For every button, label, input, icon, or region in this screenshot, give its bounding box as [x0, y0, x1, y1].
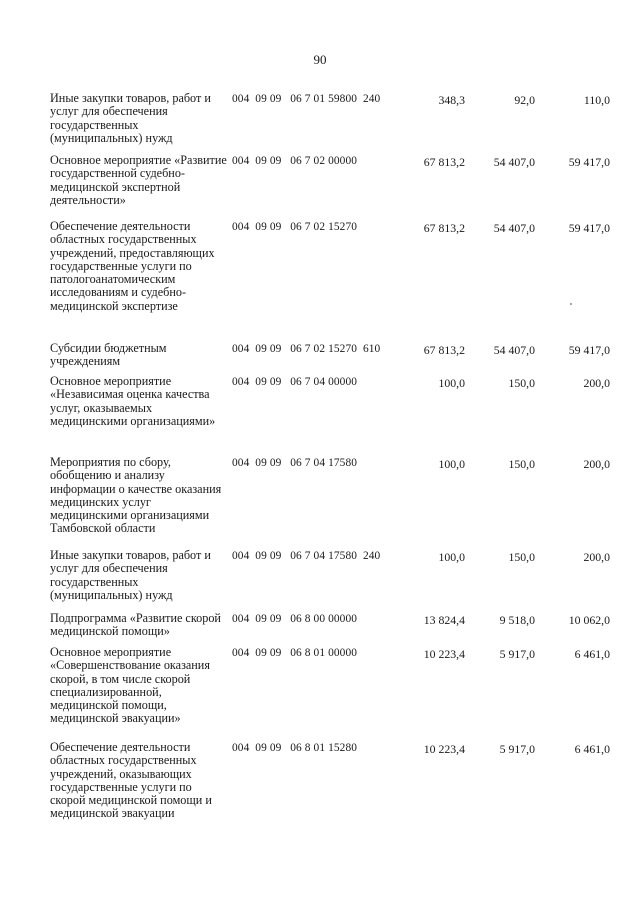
row-value-3: 59 417,0 [568, 343, 610, 357]
row-value-2: 9 518,0 [499, 613, 535, 627]
row-code: 004 09 09 06 7 01 59800 240 [232, 93, 381, 105]
row-value-2: 54 407,0 [493, 155, 535, 169]
row-name: Мероприятия по сбору, обобщению и анализу информации о качестве оказания медицинских услуг медицинскими организациями Тамбовской области [50, 455, 222, 536]
row-value-3: 59 417,0 [568, 155, 610, 169]
row-value-1: 10 223,4 [423, 647, 465, 661]
row-name: Основное мероприятие «Независимая оценка качества услуг, оказываемых медицинскими организациями» [50, 374, 216, 428]
row-value-1: 100,0 [438, 376, 465, 390]
row-value-2: 5 917,0 [499, 742, 535, 756]
row-code: 004 09 09 06 8 00 00000 [232, 613, 358, 625]
row-value-3: 10 062,0 [568, 613, 610, 627]
row-name: Основное мероприятие «Совершенствование оказания скорой, в том числе скорой специализированной, медицинской помощи, медицинской эвакуации» [50, 645, 210, 726]
row-name: Обеспечение деятельности областных государственных учреждений, оказывающих государственные услуги по скорой медицинской помощи и медицинской эвакуации [50, 740, 212, 821]
row-value-1: 67 813,2 [423, 155, 465, 169]
row-code: 004 09 09 06 8 01 15280 [232, 742, 358, 754]
row-value-1: 10 223,4 [423, 742, 465, 756]
row-name: Подпрограмма «Развитие скорой медицинской помощи» [50, 611, 221, 639]
scan-speck [570, 303, 572, 305]
page-number: 90 [313, 52, 327, 67]
row-code: 004 09 09 06 7 04 17580 [232, 457, 358, 469]
row-code: 004 09 09 06 7 02 00000 [232, 155, 358, 167]
row-value-1: 67 813,2 [423, 221, 465, 235]
row-value-2: 54 407,0 [493, 221, 535, 235]
row-value-2: 150,0 [508, 457, 535, 471]
row-value-1: 100,0 [438, 457, 465, 471]
row-value-3: 6 461,0 [574, 647, 610, 661]
row-name: Обеспечение деятельности областных государственных учреждений, предоставляющих государственные услуги по патологоанатомическим исследованиям и судебно-медицинской экспертизе [50, 219, 215, 313]
row-code: 004 09 09 06 7 04 17580 240 [232, 550, 381, 562]
row-value-3: 200,0 [583, 376, 610, 390]
row-name: Основное мероприятие «Развитие государственной судебно-медицинской экспертной деятельности» [50, 153, 227, 207]
row-value-2: 150,0 [508, 550, 535, 564]
row-name: Субсидии бюджетным учреждениям [50, 341, 167, 369]
row-code: 004 09 09 06 8 01 00000 [232, 647, 358, 659]
row-code: 004 09 09 06 7 02 15270 [232, 221, 358, 233]
row-value-1: 348,3 [438, 93, 465, 107]
row-value-3: 6 461,0 [574, 742, 610, 756]
row-value-2: 5 917,0 [499, 647, 535, 661]
row-value-2: 54 407,0 [493, 343, 535, 357]
row-value-3: 200,0 [583, 550, 610, 564]
row-value-2: 92,0 [514, 93, 535, 107]
row-value-3: 110,0 [583, 93, 610, 107]
row-value-3: 59 417,0 [568, 221, 610, 235]
row-value-3: 200,0 [583, 457, 610, 471]
row-value-1: 13 824,4 [423, 613, 465, 627]
row-value-1: 67 813,2 [423, 343, 465, 357]
row-value-2: 150,0 [508, 376, 535, 390]
row-name: Иные закупки товаров, работ и услуг для обеспечения государственных (муниципальных) нужд [50, 91, 211, 145]
row-name: Иные закупки товаров, работ и услуг для обеспечения государственных (муниципальных) нужд [50, 548, 211, 602]
row-code: 004 09 09 06 7 04 00000 [232, 376, 358, 388]
row-code: 004 09 09 06 7 02 15270 610 [232, 343, 381, 355]
row-value-1: 100,0 [438, 550, 465, 564]
